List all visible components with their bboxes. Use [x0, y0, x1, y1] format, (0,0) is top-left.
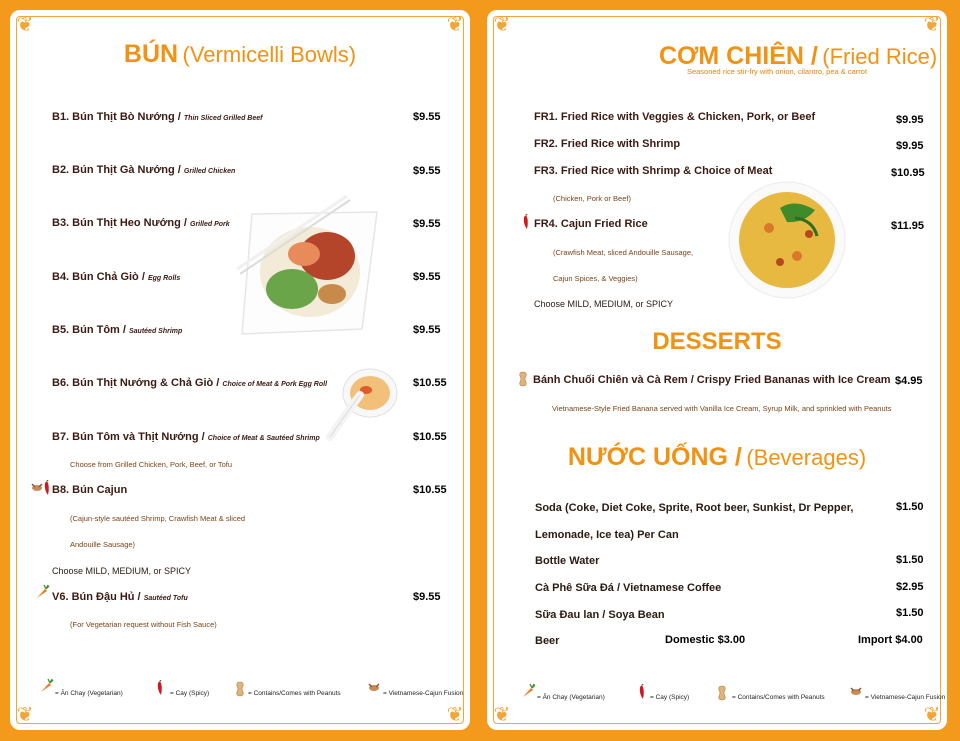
beverage-name: Beer: [535, 635, 560, 647]
item-note: (For Vegetarian request without Fish Sauce): [70, 620, 217, 629]
item-note: (Cajun-style sautéed Shrimp, Crawfish Meat & sliced: [70, 514, 246, 523]
spice-choice-note: Choose MILD, MEDIUM, or SPICY: [52, 566, 192, 576]
dessert-item-name: Bánh Chuối Chiên và Cà Rem / Crispy Fried Bananas with Ice Cream: [533, 374, 891, 386]
beverage-price: $1.50: [896, 501, 924, 513]
dessert-item-price: $4.95: [895, 375, 923, 387]
fried-rice-photo: [725, 178, 850, 308]
menu-item-name: V6. Bún Đậu Hủ / Sautéed Tofu: [52, 591, 188, 603]
crawfish-icon: [367, 680, 381, 699]
beverages-title: NƯỚC UỐNG / (Beverages): [567, 443, 867, 471]
legend-peanuts: = Contains/Comes with Peanuts: [248, 690, 341, 697]
ornament-corner-icon: ❦: [16, 704, 34, 726]
beverage-price-import: Import $4.00: [858, 634, 923, 646]
menu-item-name: B2. Bún Thịt Gà Nướng / Grilled Chicken: [52, 164, 236, 176]
item-note: Choose from Grilled Chicken, Pork, Beef, or Tofu: [70, 460, 233, 469]
beverage-price-domestic: Domestic $3.00: [665, 634, 746, 646]
peanut-icon: [717, 685, 727, 706]
vermicelli-bowl-photo: [232, 194, 382, 349]
menu-item-name: FR2. Fried Rice with Shrimp: [534, 138, 681, 150]
desserts-title: DESSERTS: [652, 328, 782, 355]
menu-item-name: B5. Bún Tôm / Sautéed Shrimp: [52, 324, 183, 336]
beverage-price: $1.50: [896, 554, 924, 566]
right-menu-page: [487, 10, 947, 730]
crawfish-icon: [849, 684, 863, 703]
peanut-icon: [235, 681, 245, 702]
menu-item-price: $9.55: [413, 271, 441, 283]
menu-item-price: $10.55: [413, 377, 447, 389]
menu-item-name: B6. Bún Thịt Nướng & Chả Giò / Choice of Meat & Pork Egg Roll: [52, 377, 328, 389]
menu-item-name: FR4. Cajun Fried Rice: [534, 218, 648, 230]
crawfish-icon: [30, 480, 44, 499]
menu-item-price: $9.55: [413, 165, 441, 177]
item-note: (Chicken, Pork or Beef): [553, 194, 631, 203]
menu-item-price: $10.95: [891, 167, 925, 179]
title-rest: (Fried Rice): [822, 44, 938, 69]
chili-pepper-icon: [156, 680, 164, 701]
ornament-corner-icon: ❦: [923, 14, 941, 36]
left-menu-page: [10, 10, 470, 730]
menu-item-name: B3. Bún Thịt Heo Nướng / Grilled Pork: [52, 217, 230, 229]
spice-choice-note: Choose MILD, MEDIUM, or SPICY: [534, 299, 674, 309]
legend-vegetarian: = Ăn Chay (Vegetarian): [537, 694, 605, 701]
carrot-icon: [38, 678, 54, 699]
page-title: [10, 40, 470, 69]
menu-item-price: $10.55: [413, 431, 447, 443]
menu-item-price: $9.55: [413, 591, 441, 603]
legend-fusion: = Vietnamese-Cajun Fusion: [865, 694, 946, 701]
item-note: Cajun Spices, & Veggies): [553, 274, 638, 283]
beverage-name: Cà Phê Sữa Đá / Vietnamese Coffee: [535, 582, 722, 594]
legend-spicy: = Cay (Spicy): [650, 694, 690, 701]
menu-item-name: B8. Bún Cajun: [52, 484, 128, 496]
ornament-corner-icon: ❦: [16, 14, 34, 36]
fish-sauce-bowl-photo: [320, 365, 400, 450]
dessert-note: Vietnamese-Style Fried Banana served with Vanilla Ice Cream, Syrup Milk, and sprinkled with Peanuts: [552, 404, 892, 413]
menu-item-name: B1. Bún Thịt Bò Nướng / Thin Sliced Grilled Beef: [52, 111, 263, 123]
legend-spicy: = Cay (Spicy): [170, 690, 210, 697]
chili-pepper-icon: [522, 214, 530, 235]
title-rest: (Vermicelli Bowls): [182, 42, 357, 67]
beverage-name: Lemonade, Ice tea) Per Can: [535, 529, 679, 541]
ornament-corner-icon: ❦: [923, 704, 941, 726]
menu-item-price: $9.95: [896, 140, 924, 152]
menu-item-name: B4. Bún Chả Giò / Egg Rolls: [52, 271, 181, 283]
menu-item-name: FR1. Fried Rice with Veggies & Chicken, Pork, or Beef: [534, 111, 816, 123]
chili-pepper-icon: [43, 480, 51, 501]
ornament-corner-icon: ❦: [446, 704, 464, 726]
carrot-icon: [520, 683, 536, 704]
chili-pepper-icon: [638, 684, 646, 705]
item-note: (Crawfish Meat, sliced Andouille Sausage,: [553, 248, 694, 257]
menu-item-price: $9.55: [413, 218, 441, 230]
beverage-price: $1.50: [896, 607, 924, 619]
menu-item-name: B7. Bún Tôm và Thịt Nướng / Choice of Meat & Sautéed Shrimp: [52, 431, 320, 443]
carrot-icon: [34, 584, 50, 605]
legend-peanuts: = Contains/Comes with Peanuts: [732, 694, 825, 701]
menu-item-price: $11.95: [891, 220, 925, 232]
menu-item-price: $9.55: [413, 111, 441, 123]
menu-item-price: $9.55: [413, 324, 441, 336]
menu-item-price: $9.95: [896, 114, 924, 126]
legend-fusion: = Vietnamese-Cajun Fusion: [383, 690, 464, 697]
peanut-icon: [518, 371, 528, 392]
beverage-name: Bottle Water: [535, 555, 600, 567]
ornament-corner-icon: ❦: [493, 704, 511, 726]
beverage-name: Sữa Đau lan / Soya Bean: [535, 609, 665, 621]
page-subtitle: Seasoned rice stir-fry with onion, cilantro, pea & carrot: [686, 67, 868, 76]
item-note: Andouille Sausage): [70, 540, 136, 549]
title-bold: CƠM CHIÊN /: [659, 42, 818, 70]
title-bold: BÚN: [123, 40, 179, 68]
ornament-corner-icon: ❦: [446, 14, 464, 36]
menu-item-price: $10.55: [413, 484, 447, 496]
menu-item-name: FR3. Fried Rice with Shrimp & Choice of Meat: [534, 165, 773, 177]
beverage-price: $2.95: [896, 581, 924, 593]
legend-vegetarian: = Ăn Chay (Vegetarian): [55, 690, 123, 697]
ornament-corner-icon: ❦: [493, 14, 511, 36]
beverage-name: Soda (Coke, Diet Coke, Sprite, Root beer, Sunkist, Dr Pepper,: [535, 502, 854, 514]
